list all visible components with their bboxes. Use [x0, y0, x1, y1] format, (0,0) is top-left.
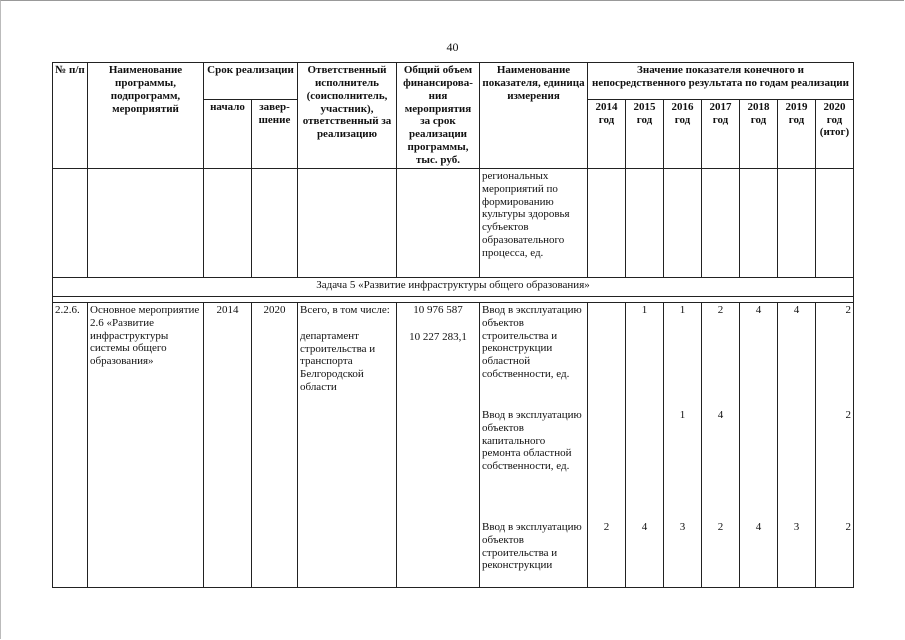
- values-2014: [588, 302, 626, 587]
- header-start: начало: [204, 99, 252, 168]
- value-cell: [742, 409, 775, 521]
- funding-total: 10 976 587: [413, 303, 463, 316]
- header-year-2019: 2019 год: [778, 99, 816, 168]
- cell-empty: [626, 168, 664, 277]
- header-year-2017: 2017 год: [702, 99, 740, 168]
- header-period: Срок реализации: [204, 63, 298, 100]
- values-2017: [702, 302, 740, 587]
- continuation-row: [53, 168, 854, 277]
- value-cell: 4: [793, 303, 800, 316]
- value-cell: [590, 409, 623, 521]
- spacer: [300, 317, 394, 330]
- header-funding: Общий объем финансирова-ния мероприятия за срок реализации программы, тыс. руб.: [397, 63, 480, 169]
- header-year-2020: 2020 год (итог): [816, 99, 854, 168]
- continuation-indicator: региональных мероприятий по формированию культуры здоровья субъектов образовательного процесса, ед.: [480, 168, 588, 277]
- responsible-total: Всего, в том числе:: [300, 303, 390, 316]
- cell-empty: [53, 168, 88, 277]
- value-cell: 2: [717, 303, 724, 316]
- value-cell: [590, 304, 623, 409]
- responsible-dept: департамент строительства и транспорта Белгородской области: [300, 329, 376, 394]
- measure-row: [53, 302, 854, 587]
- cell-empty: [88, 168, 204, 277]
- spacer: [399, 317, 477, 331]
- header-indicator: Наименование показателя, единица измерения: [480, 63, 588, 169]
- measure-start: 2014: [204, 302, 252, 587]
- value-cell: [628, 409, 661, 521]
- value-cell: 4: [641, 520, 648, 533]
- cell-empty: [252, 168, 298, 277]
- measure-end: 2020: [252, 302, 298, 587]
- value-cell: 4: [717, 408, 724, 421]
- value-cell: 2: [845, 408, 851, 421]
- value-cell: 3: [793, 520, 800, 533]
- cell-empty: [298, 168, 397, 277]
- header-year-2018: 2018 год: [740, 99, 778, 168]
- header-num: № п/п: [53, 63, 88, 169]
- page-number: 40: [446, 40, 459, 54]
- values-2018: [740, 302, 778, 587]
- value-cell: 3: [679, 520, 686, 533]
- measure-indicators: [480, 302, 588, 587]
- header-values-group: Значение показателя конечного и непосредственного результата по годам реализации: [588, 63, 854, 100]
- value-cell: [780, 409, 813, 521]
- header-year-2014: 2014 год: [588, 99, 626, 168]
- cell-empty: [664, 168, 702, 277]
- indicator-1: Ввод в эксплуатацию объектов строительства и реконструкции областной собственности, ед.: [482, 303, 582, 381]
- value-cell: 4: [755, 520, 762, 533]
- value-cell: 1: [679, 303, 686, 316]
- program-table: [52, 62, 854, 588]
- funding-dept: 10 227 283,1: [409, 330, 467, 343]
- indicator-3: Ввод в эксплуатацию объектов строительства и реконструкции: [482, 520, 582, 572]
- values-2016: [664, 302, 702, 587]
- header-name: Наименование программы, подпрограмм, мероприятий: [88, 63, 204, 169]
- header-row-1: [53, 63, 854, 100]
- header-responsible: Ответственный исполнитель (соисполнитель, участник), ответственный за реализацию: [298, 63, 397, 169]
- value-cell: 2: [845, 303, 851, 316]
- task-title: Задача 5 «Развитие инфраструктуры общего образования»: [53, 277, 854, 296]
- header-year-2015: 2015 год: [626, 99, 664, 168]
- indicator-2: Ввод в эксплуатацию объектов капитального ремонта областной собственности, ед.: [482, 408, 582, 473]
- measure-name: Основное мероприятие 2.6 «Развитие инфраструктуры системы общего образования»: [88, 302, 204, 587]
- measure-funding: [397, 302, 480, 587]
- cell-empty: [816, 168, 854, 277]
- cell-empty: [204, 168, 252, 277]
- cell-empty: [588, 168, 626, 277]
- cell-empty: [397, 168, 480, 277]
- value-cell: 2: [603, 520, 610, 533]
- value-cell: 2: [845, 520, 851, 533]
- measure-num: 2.2.6.: [53, 302, 88, 587]
- values-2020: [816, 302, 854, 587]
- task-row: [53, 277, 854, 296]
- value-cell: 2: [717, 520, 724, 533]
- value-cell: 1: [641, 303, 648, 316]
- values-2015: [626, 302, 664, 587]
- cell-empty: [702, 168, 740, 277]
- cell-empty: [740, 168, 778, 277]
- values-2019: [778, 302, 816, 587]
- value-cell: 4: [755, 303, 762, 316]
- measure-responsible: [298, 302, 397, 587]
- header-end: завер-шение: [252, 99, 298, 168]
- header-year-2016: 2016 год: [664, 99, 702, 168]
- cell-empty: [778, 168, 816, 277]
- value-cell: 1: [679, 408, 686, 421]
